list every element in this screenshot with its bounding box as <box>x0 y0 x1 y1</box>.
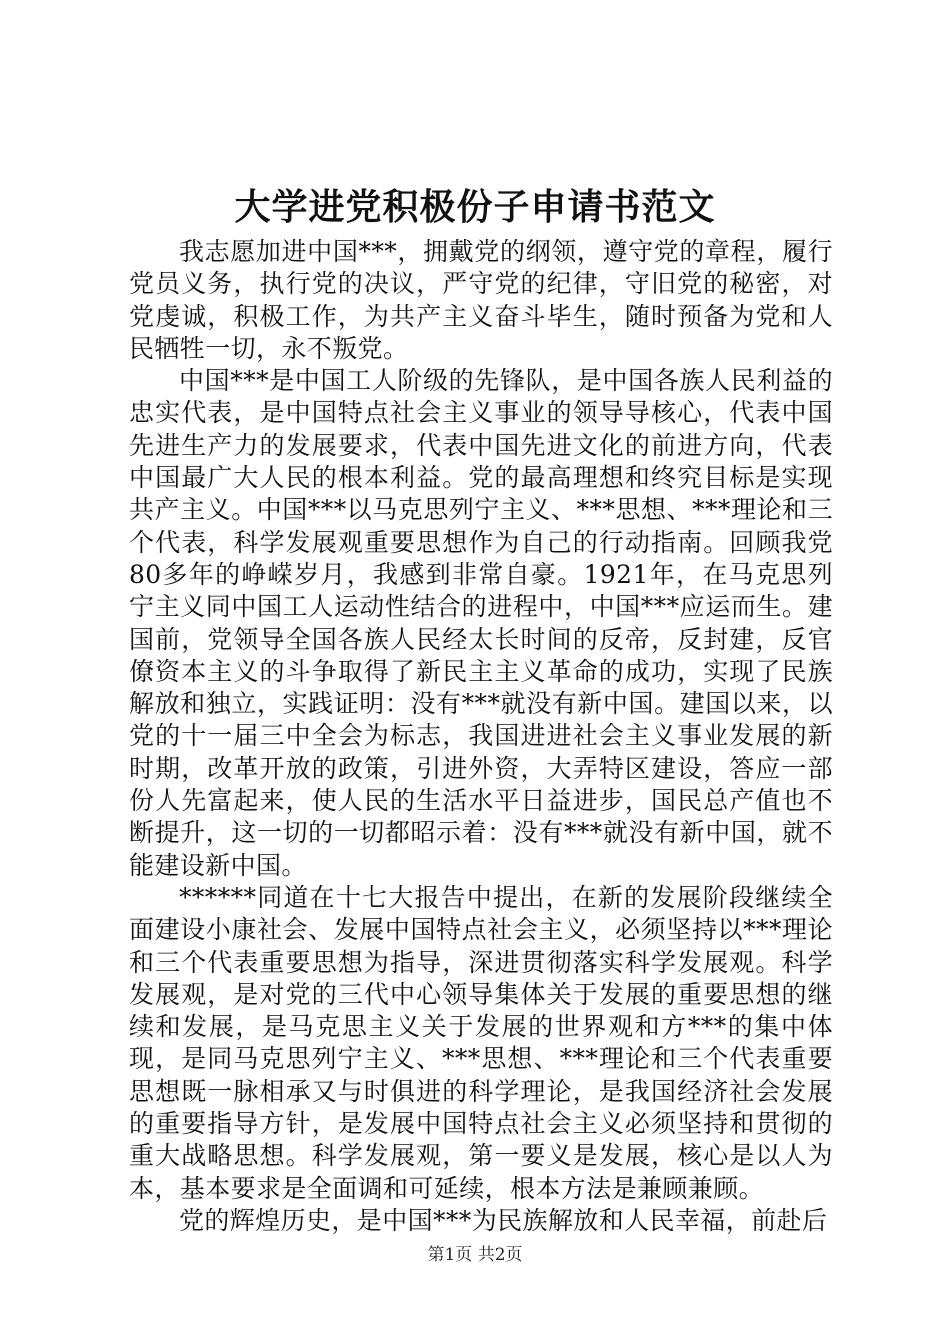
document-body <box>129 236 833 1237</box>
paragraph: ******同道在十七大报告中提出，在新的发展阶段继续全面建设小康社会、发展中国特点社会主义，必须坚持以***理论和三个代表重要思想为指导，深进贯彻落实科学发展观。科学发展观，是对党的三代中心领导集体关于发展的重要思想的继续和发展，是马克思主义关于发展的世界观和方***的集中体现，是同马克思列宁主义、***思想、***理论和三个代表重要思想既一脉相承又与时俱进的科学理论，是我国经济社会发展的重要指导方针，是发展中国特点社会主义必须坚持和贯彻的重大战略思想。科学发展观，第一要义是发展，核心是以人为本，基本要求是全面调和可延续，根本方法是兼顾兼顾。 <box>129 882 833 1203</box>
paragraph: 我志愿加进中国***，拥戴党的纲领，遵守党的章程，履行党员义务，执行党的决议，严守党的纪律，守旧党的秘密，对党虔诚，积极工作，为共产主义奋斗毕生，随时预备为党和人民牺牲一切，永不叛党。 <box>129 237 833 363</box>
page-number-footer: 第1页 共2页 <box>427 1245 523 1265</box>
paragraph: 中国***是中国工人阶级的先锋队，是中国各族人民利益的忠实代表，是中国特点社会主义事业的领导导核心，代表中国先进生产力的发展要求，代表中国先进文化的前进方向，代表中国最广大人民的根本利益。党的最高理想和终究目标是实现共产主义。中国***以马克思列宁主义、***思想、***理论和三个代表，科学发展观重要思想作为自己的行动指南。回顾我党80多年的峥嵘岁月，我感到非常自豪。1921年，在马克思列宁主义同中国工人运动性结合的进程中，中国***应运而生。建国前，党领导全国各族人民经太长时间的反帝，反封建，反官僚资本主义的斗争取得了新民主主义革命的成功，实现了民族解放和独立，实践证明：没有***就没有新中国。建国以来，以党的十一届三中全会为标志，我国进进社会主义事业发展的新时期，改革开放的政策，引进外资，大弄特区建设，答应一部份人先富起来，使人民的生活水平日益进步，国民总产值也不断提升，这一切的一切都昭示着：没有***就没有新中国，就不能建设新中国。 <box>129 366 833 880</box>
document-title: 大学进党积极份子申请书范文 <box>234 186 716 228</box>
paragraph: 党的辉煌历史，是中国***为民族解放和人民幸福，前赴后 <box>179 1205 828 1235</box>
